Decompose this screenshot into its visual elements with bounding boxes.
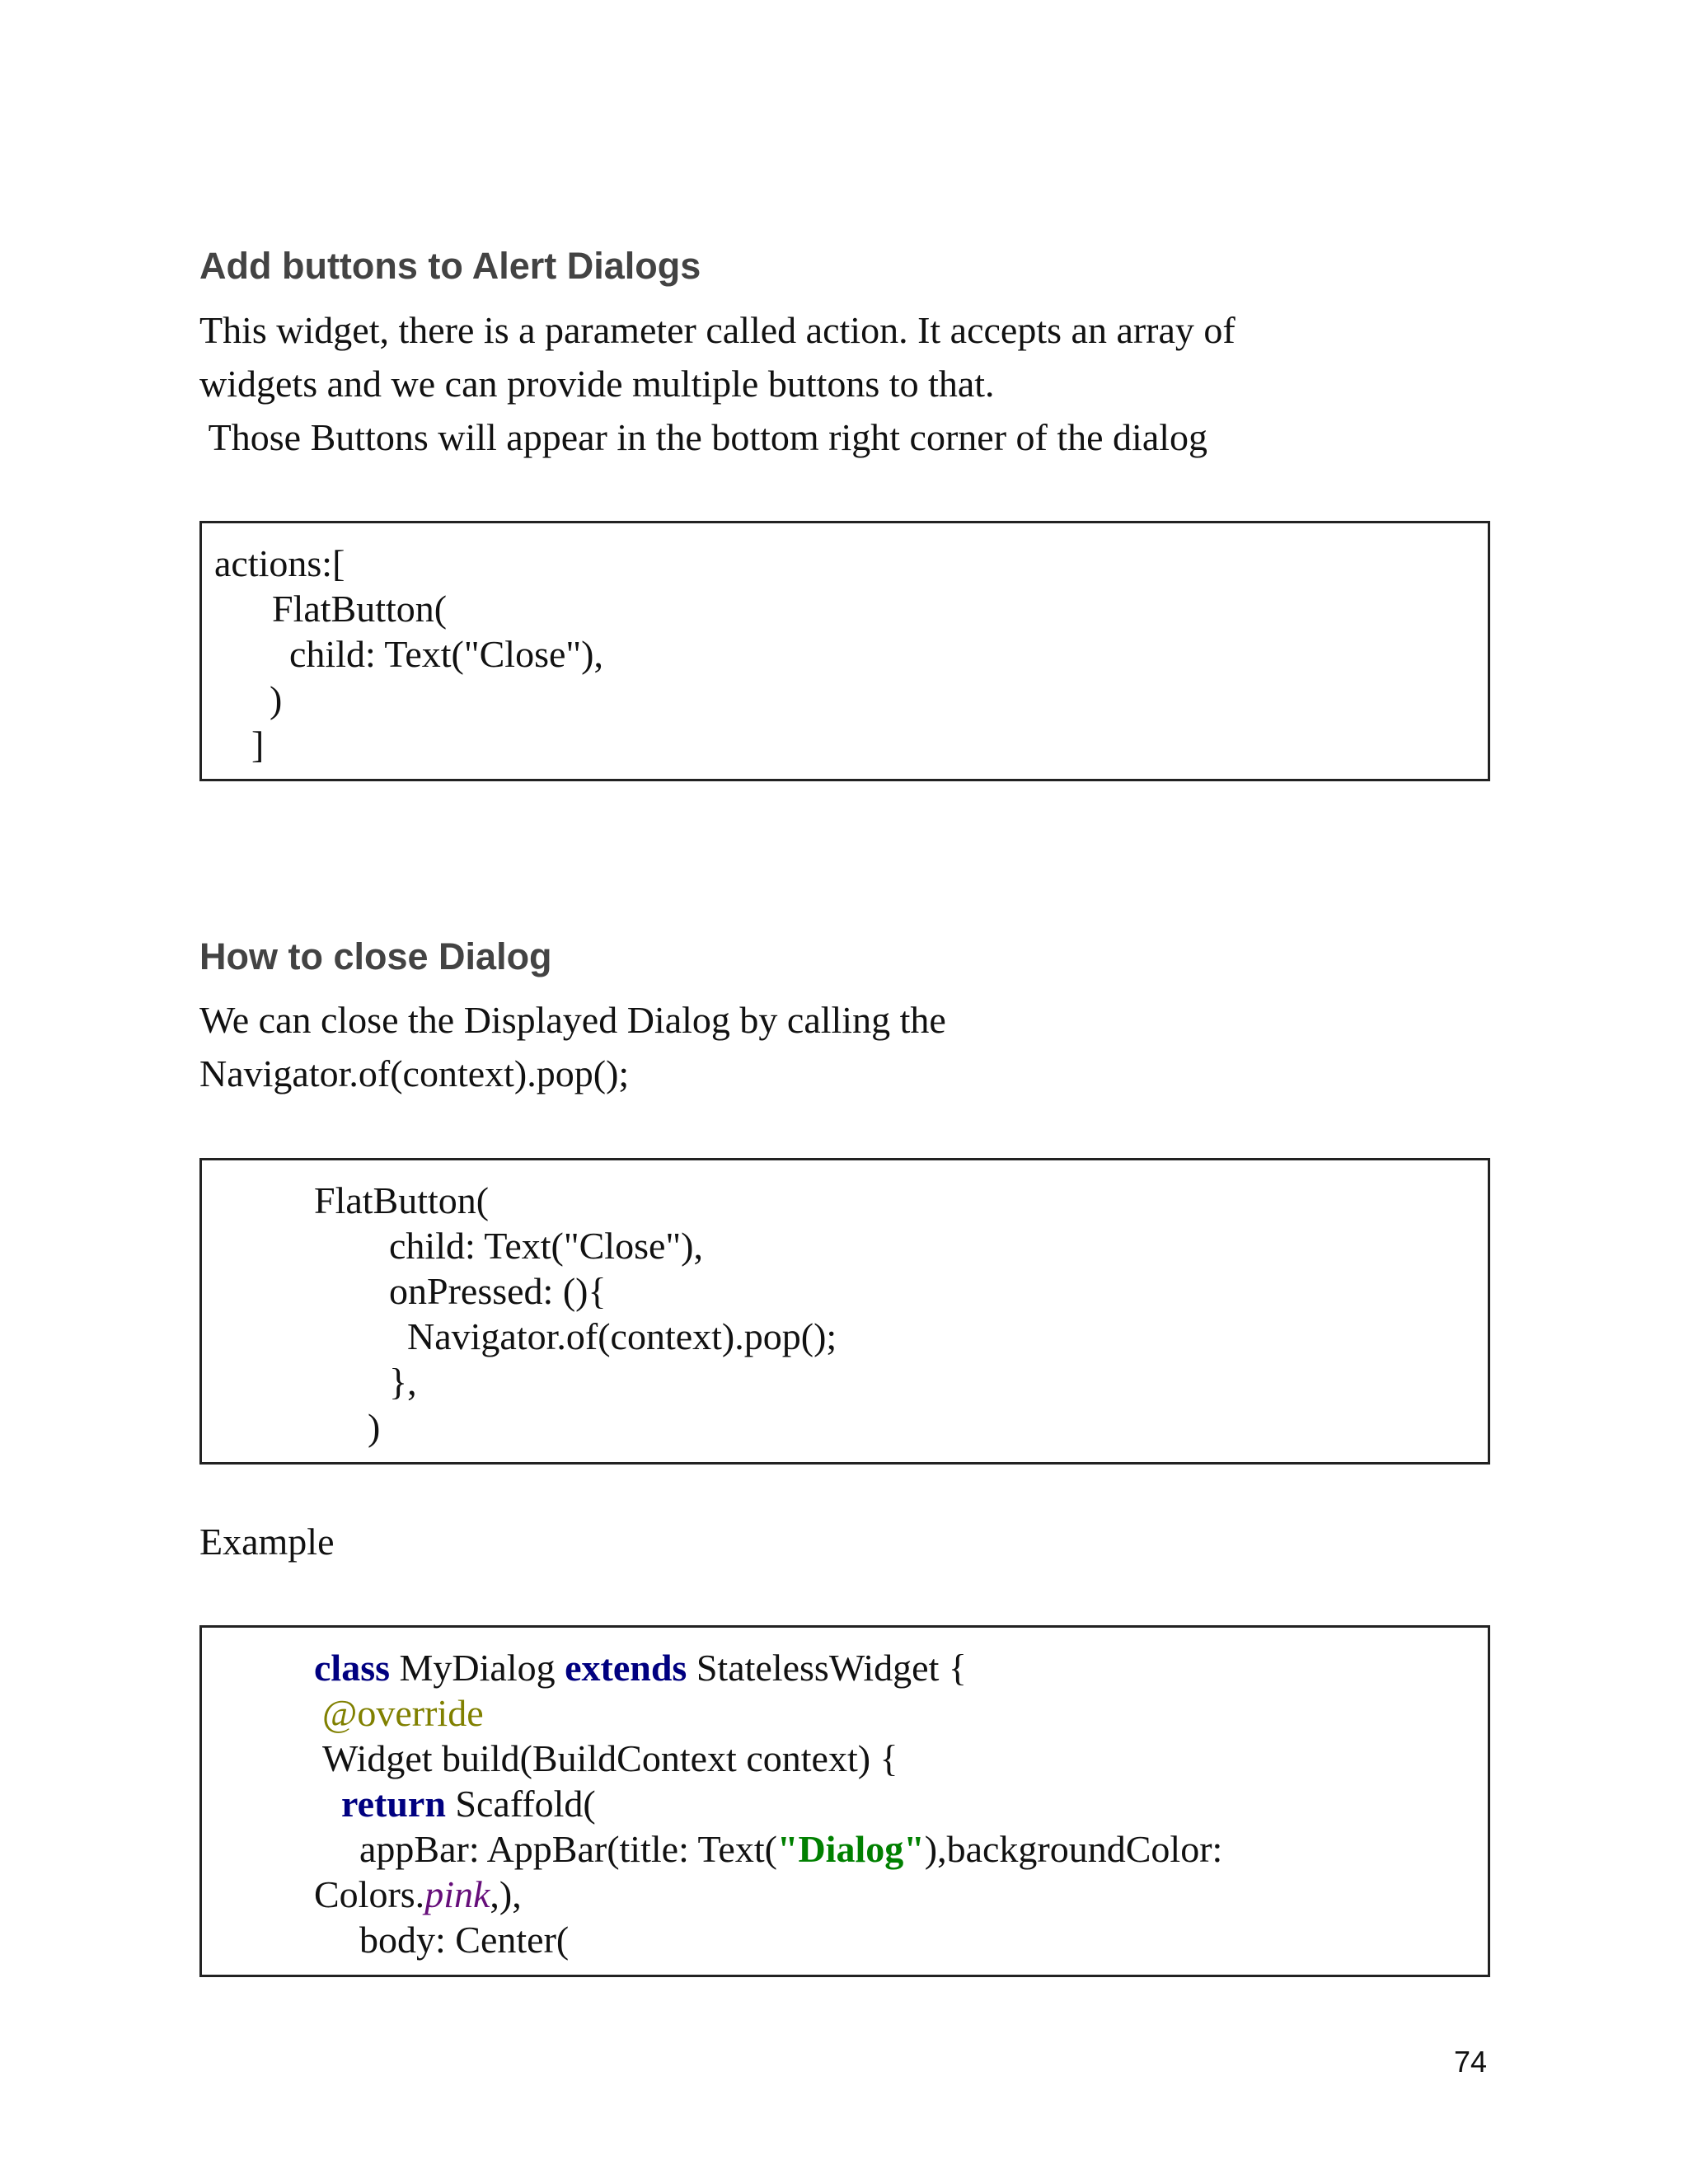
keyword-return: return [341,1783,446,1825]
section-heading-close-dialog: How to close Dialog [199,935,552,977]
code-line [359,1830,1222,1868]
code-line: body: Center( [359,1919,570,1961]
code-line: }, [389,1361,417,1403]
code-line: onPressed: (){ [389,1270,607,1312]
keyword-class: class [314,1647,390,1689]
code-line [314,1649,967,1687]
code-line: FlatButton( [272,588,448,630]
code-text: MyDialog [390,1647,565,1689]
code-line: child: Text("Close"), [389,1225,703,1267]
code-line: ) [270,678,283,720]
paragraph-line: This widget, there is a parameter called action. It accepts an array of [199,309,1236,351]
code-line: FlatButton( [314,1179,490,1221]
example-label [199,1515,335,1568]
annotation-override: @override [322,1692,484,1734]
code-line: Navigator.of(context).pop(); [407,1315,837,1357]
page-number: 74 [1453,2045,1487,2079]
code-text: appBar: AppBar(title: Text( [359,1828,777,1870]
paragraph-line: We can close the Displayed Dialog by calling the [199,999,946,1041]
section-paragraph-close-dialog [199,993,946,1100]
section-paragraph-add-buttons [199,303,1236,464]
code-line: ) [368,1406,381,1448]
paragraph-line: Navigator.of(context).pop(); [199,1052,630,1094]
code-text: Scaffold( [445,1783,596,1825]
code-line: child: Text("Close"), [289,633,603,675]
paragraph-line: widgets and we can provide multiple buttons to that. [199,363,995,405]
section-heading-add-buttons: Add buttons to Alert Dialogs [199,245,701,287]
code-block-example [199,1625,1490,1977]
code-text: ,), [490,1873,522,1915]
code-line [314,1873,522,1915]
paragraph-line: Those Buttons will appear in the bottom right corner of the dialog [199,416,1208,458]
code-block-flatbutton [199,1158,1490,1465]
string-literal: "Dialog" [776,1828,925,1870]
code-text: Colors. [314,1873,425,1915]
keyword-extends: extends [565,1647,687,1689]
example-label-text: Example [199,1521,335,1563]
code-text: ),backgroundColor: [924,1828,1223,1870]
code-line: Widget build(BuildContext context) { [322,1737,898,1779]
code-block-actions [199,521,1490,781]
code-text: StatelessWidget { [687,1647,967,1689]
code-line [341,1785,596,1823]
code-line: actions:[ [214,542,345,584]
field-pink: pink [424,1873,490,1915]
code-line: ] [251,724,265,766]
